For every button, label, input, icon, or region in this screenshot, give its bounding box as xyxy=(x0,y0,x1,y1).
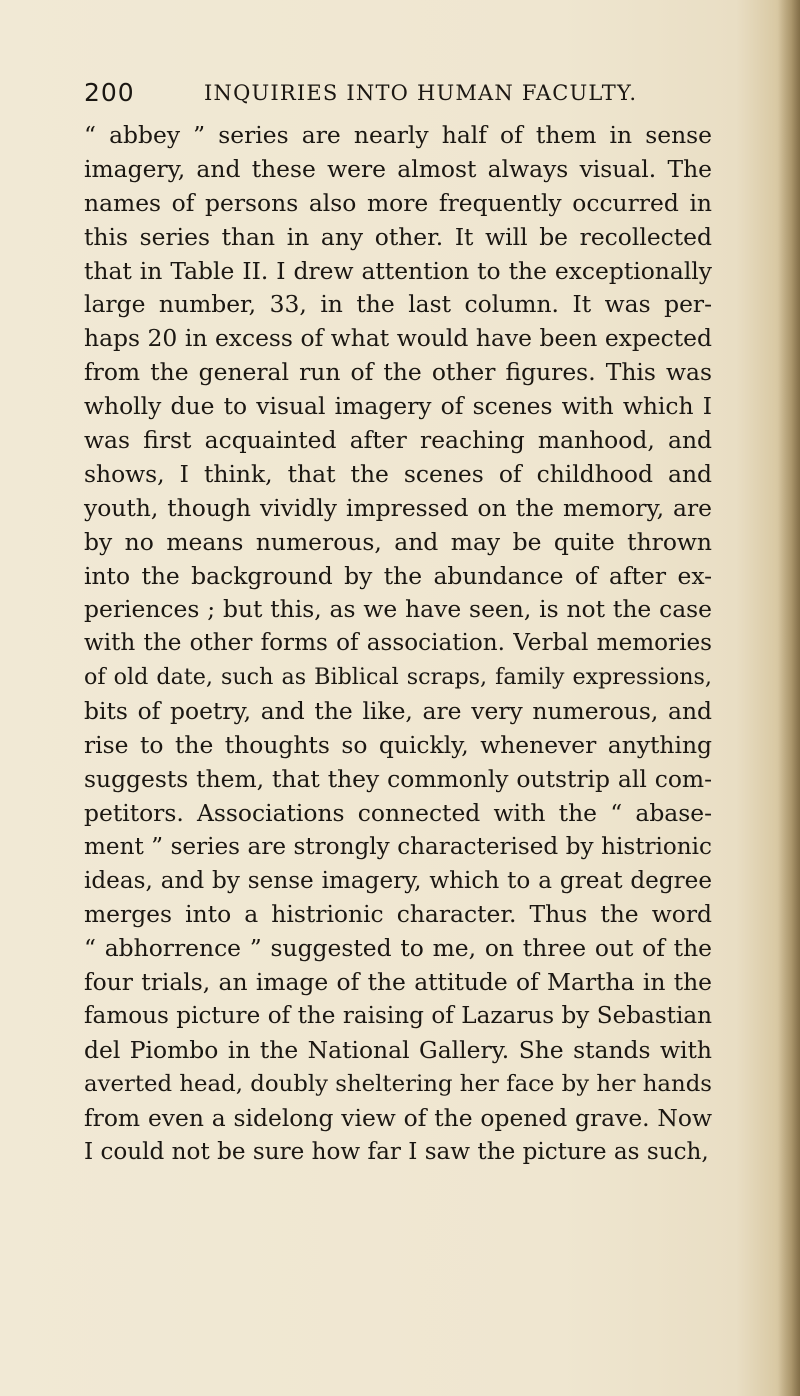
text-line: from the general run of the other figures. This was xyxy=(84,358,712,387)
text-line: periences ; but this, as we have seen, is not the case xyxy=(84,595,712,624)
text-line: del Piombo in the National Gallery. She stands with xyxy=(84,1036,712,1065)
text-line: of old date, such as Biblical scraps, family expressions, xyxy=(84,664,712,691)
text-line: bits of poetry, and the like, are very numerous, and xyxy=(84,697,712,726)
text-line: that in Table II. I drew attention to the exceptionally xyxy=(84,256,712,285)
text-line: shows, I think, that the scenes of childhood and xyxy=(84,459,712,488)
text-line: from even a sidelong view of the opened grave. Now xyxy=(84,1103,712,1132)
text-line: famous picture of the raising of Lazarus by Sebastian xyxy=(84,1003,712,1030)
text-line: ideas, and by sense imagery, which to a great degree xyxy=(84,867,712,894)
text-line: rise to the thoughts so quickly, whenever anything xyxy=(84,731,712,760)
text-line: averted head, doubly sheltering her face by her hands xyxy=(84,1070,712,1097)
text-line: “ abbey ” series are nearly half of them in sense xyxy=(84,121,712,149)
text-line: petitors. Associations connected with the “ abase- xyxy=(84,798,712,827)
page-number: 200 xyxy=(84,78,135,107)
text-line: merges into a histrionic character. Thus the word xyxy=(84,900,712,929)
text-line: by no means numerous, and may be quite thrown xyxy=(84,527,712,556)
text-line: large number, 33, in the last column. It was per- xyxy=(84,290,712,319)
text-line: four trials, an image of the attitude of Martha in the xyxy=(84,968,712,997)
text-line: I could not be sure how far I saw the picture as such, xyxy=(84,1138,709,1165)
page-edge-shadow xyxy=(778,0,800,1396)
text-line: was first acquainted after reaching manhood, and xyxy=(84,426,712,455)
page-header xyxy=(84,78,784,118)
text-line: into the background by the abundance of after ex- xyxy=(84,561,712,590)
text-line: imagery, and these were almost always visual. The xyxy=(84,154,712,183)
text-line: with the other forms of association. Verbal memories xyxy=(84,630,712,657)
text-line: names of persons also more frequently occurred in xyxy=(84,188,712,217)
text-line: this series than in any other. It will be recollected xyxy=(84,222,712,251)
text-line: ment ” series are strongly characterised by histrionic xyxy=(84,833,712,860)
running-head: INQUIRIES INTO HUMAN FACULTY. xyxy=(204,81,638,105)
text-line: youth, though vividly impressed on the memory, are xyxy=(84,493,712,522)
text-line: wholly due to visual imagery of scenes with which I xyxy=(84,392,712,421)
text-line: “ abhorrence ” suggested to me, on three out of the xyxy=(84,934,712,963)
body-text xyxy=(84,119,712,1170)
text-line: haps 20 in excess of what would have been expected xyxy=(84,324,712,353)
text-line: suggests them, that they commonly outstrip all com- xyxy=(84,764,712,793)
